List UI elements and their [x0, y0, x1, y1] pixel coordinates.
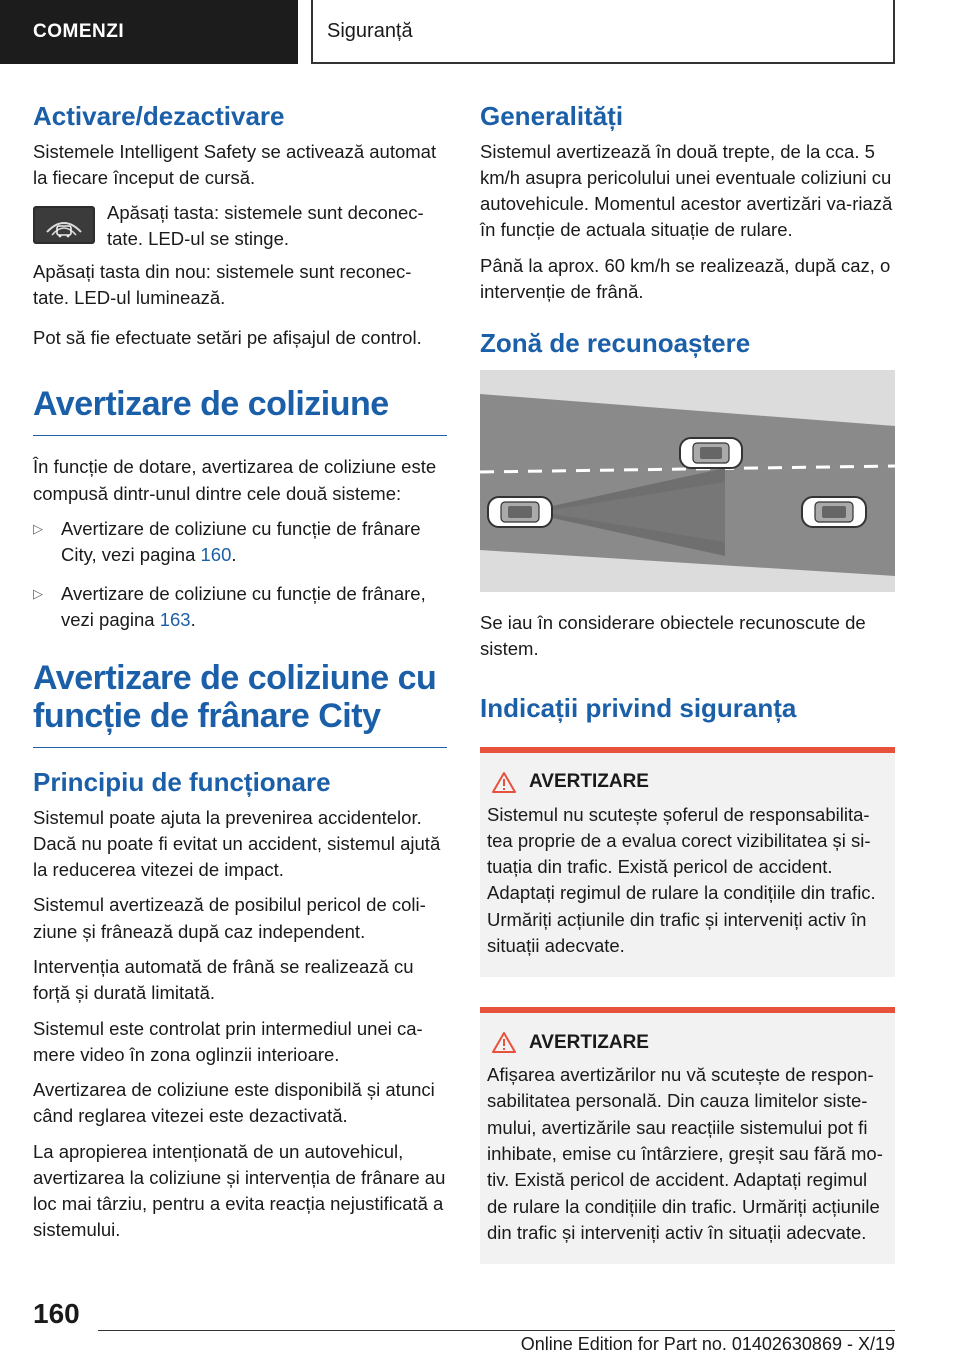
system-list: [33, 516, 447, 633]
activation-paragraph: Apăsați tasta din nou: sistemele sunt reconec-tate. LED-ul luminează.: [33, 260, 412, 308]
intelligent-safety-button-icon: [33, 206, 95, 244]
city-heading: Avertizare de coliziune cu funcție de frânare City: [33, 659, 437, 736]
principle-heading: Principiu de funcționare: [33, 767, 331, 798]
collision-heading: Avertizare de coliziune: [33, 385, 389, 424]
warning-text: Afișarea avertizărilor nu vă scutește de respon-sabilitatea personală. Din cauza limitelor siste-mului, avertizările sau reacțiile sistemului pot fi inhibate, emise cu întârziere, greșit sau fără mo-tiv. Există pericol de accident. Adaptați regimul de rulare la condițiile din trafic. Urmăriți acțiunile din trafic și interveniți activ în situații adecvate.: [487, 1064, 883, 1243]
list-item: [33, 516, 447, 569]
list-item-text: Avertizare de coliziune cu funcție de frânare City, vezi pagina 160.: [61, 517, 421, 566]
collision-intro: În funcție de dotare, avertizarea de coliziune este compusă dintr-unul dintre cele două sisteme:: [33, 456, 437, 504]
page-link[interactable]: 163: [159, 608, 191, 630]
warning-triangle-icon: [491, 1031, 517, 1054]
car-ahead-icon: [802, 497, 866, 527]
principle-paragraph: Sistemul avertizează de posibilul pericol de coli-ziune și frânează după caz independent.: [33, 894, 426, 942]
collision-heading-block: [33, 385, 447, 436]
edition-label: Online Edition for Part no. 01402630869 - X/19: [520, 1334, 895, 1354]
car-ahead-icon: [680, 438, 742, 468]
right-column: [480, 100, 895, 1294]
warning-label: AVERTIZARE: [529, 1031, 649, 1053]
general-heading: Generalități: [480, 101, 624, 131]
list-item-text: Avertizare de coliziune cu funcție de frânare, vezi pagina 163.: [61, 582, 426, 630]
section-label: COMENZI: [33, 21, 125, 42]
principle-paragraph: Intervenția automată de frână se realizează cu forță și durată limitată.: [33, 956, 414, 1004]
warning-box: [480, 1007, 895, 1264]
own-car-icon: [488, 497, 552, 527]
warning-label: AVERTIZARE: [529, 771, 649, 793]
warning-box: [480, 747, 895, 978]
list-item: [33, 581, 447, 634]
page-number: 160: [33, 1298, 80, 1329]
subsection-tab: [311, 0, 895, 64]
general-paragraph: Până la aprox. 60 km/h se realizează, după caz, o intervenție de frână.: [480, 254, 891, 302]
left-column: [33, 100, 447, 1253]
activation-paragraph: Pot să fie efectuate setări pe afișajul de control.: [33, 327, 422, 349]
safety-heading: Indicații privind siguranța: [480, 693, 797, 724]
activation-paragraph: Sistemele Intelligent Safety se activează automat la fiecare început de cursă.: [33, 140, 437, 188]
warning-title: [491, 771, 887, 794]
warning-triangle-icon: [491, 771, 517, 794]
footer-divider: [98, 1330, 895, 1331]
city-heading-block: [33, 659, 447, 748]
warning-title: [491, 1031, 887, 1054]
section-tab: [0, 0, 298, 64]
principle-paragraph: Sistemul este controlat prin intermediul unei ca-mere video în zona oglinzii interioare.: [33, 1017, 423, 1065]
principle-paragraph: Sistemul poate ajuta la prevenirea accidentelor. Dacă nu poate fi evitat un accident, sistemul ajută la reducerea vitezei de impact.: [33, 806, 441, 881]
bullet-triangle-icon: ▷: [33, 585, 43, 601]
principle-paragraph: Avertizarea de coliziune este disponibilă și atunci când reglarea vitezei este dezactivată.: [33, 1079, 435, 1127]
warning-text: Sistemul nu scutește șoferul de responsabilita-tea proprie de a evalua corect vizibilitatea și si-tuația din trafic. Există pericol de accident. Adaptați regimul de rulare la condițiile din trafic. Urmăriți acțiunile din trafic și interveniți activ în situații adecvate.: [487, 803, 876, 956]
page-link[interactable]: 160: [200, 544, 232, 566]
general-paragraph: Sistemul avertizează în două trepte, de la cca. 5 km/h asupra pericolului unei eventuale coliziuni cu autovehicule. Momentul acestor avertizări va-riază în funcție de actuala situație de rulare.: [480, 140, 893, 241]
button-instruction-text: Apăsați tasta: sistemele sunt deconec-tate. LED-ul se stinge.: [107, 202, 424, 250]
subsection-label: Siguranță: [327, 19, 413, 42]
zone-heading: Zonă de recunoaștere: [480, 328, 751, 359]
zone-caption: Se iau în considerare obiectele recunoscute de sistem.: [480, 611, 866, 659]
button-instruction: [33, 200, 447, 253]
activation-heading: Activare/dezactivare: [33, 101, 285, 131]
principle-paragraph: La apropierea intenționată de un autovehicul, avertizarea la coliziune și intervenția de frânare au loc mai târziu, pentru a evita reacția nejustificată a sistemului.: [33, 1140, 446, 1241]
detection-zone-diagram: [480, 370, 895, 592]
bullet-triangle-icon: ▷: [33, 520, 43, 536]
